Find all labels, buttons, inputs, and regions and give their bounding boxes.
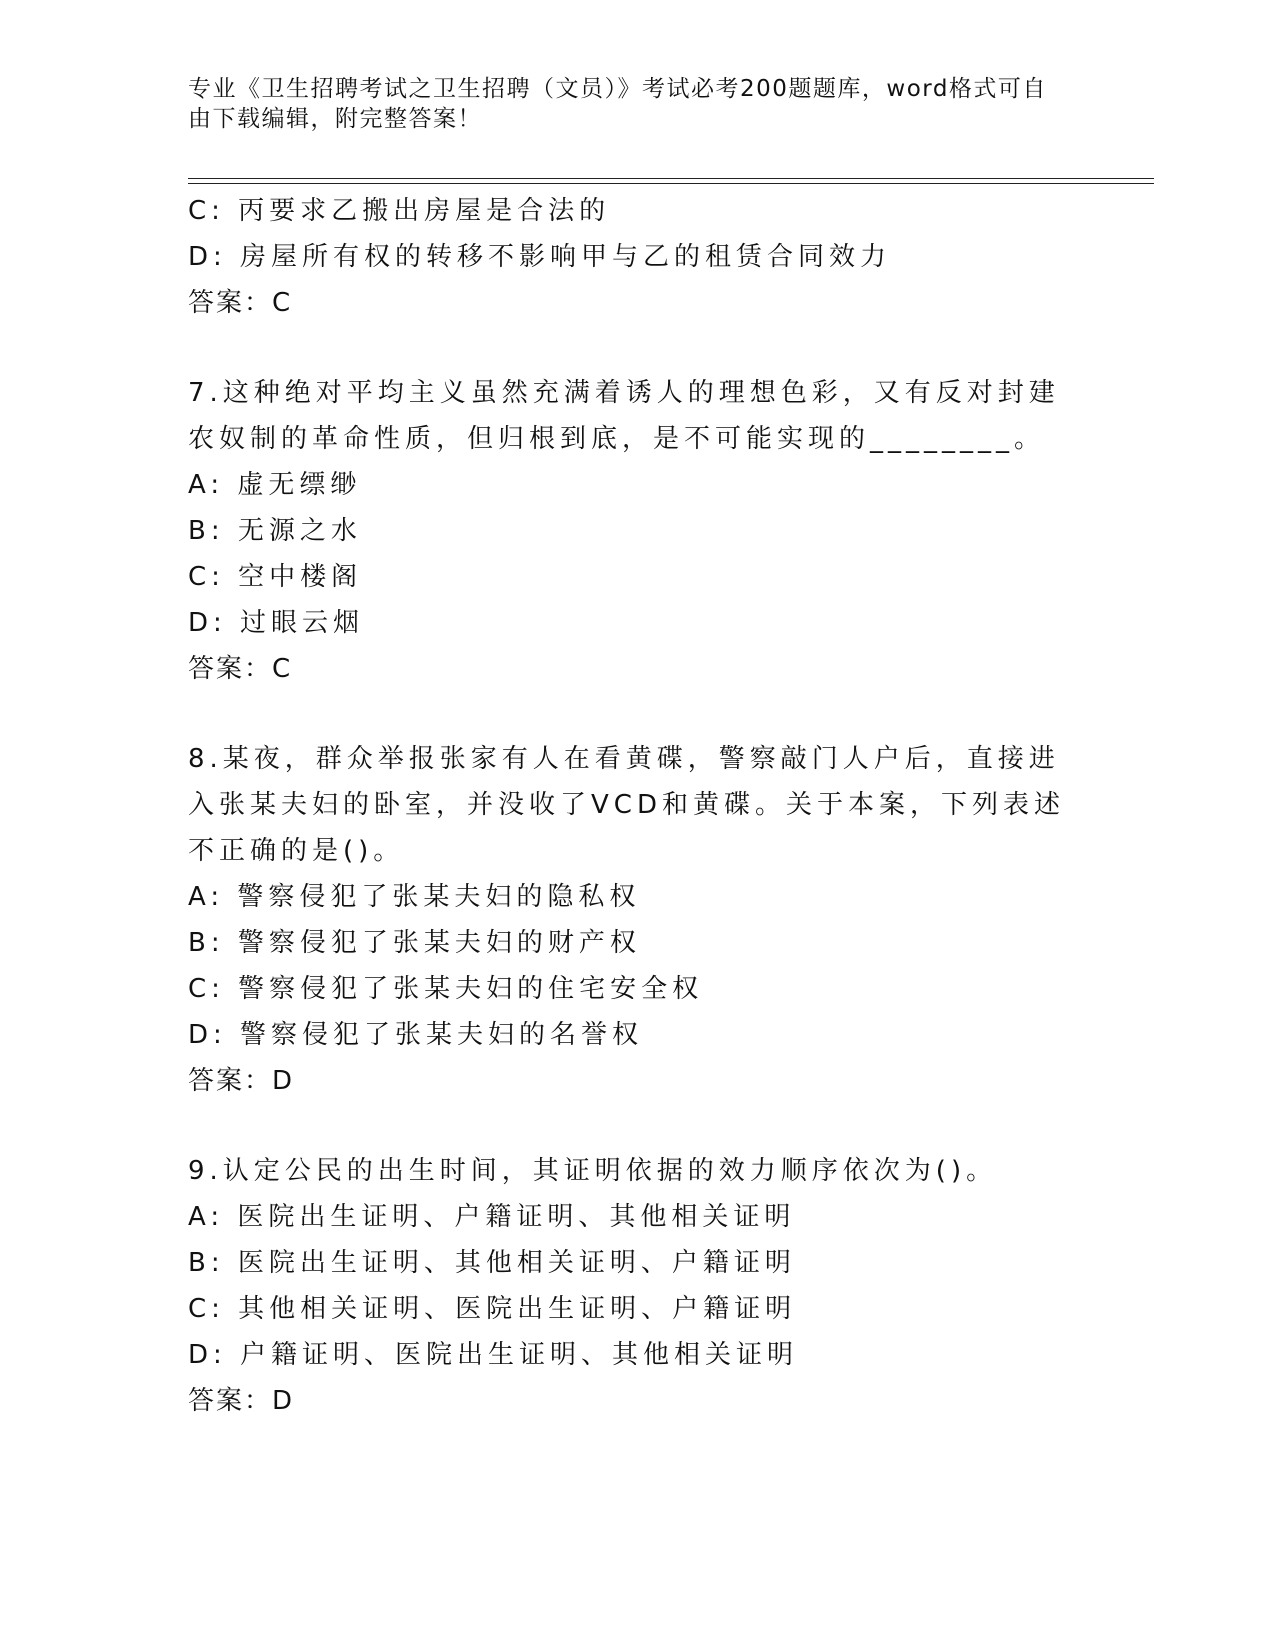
question-9 [188, 1148, 1068, 1424]
option-a: A: 警察侵犯了张某夫妇的隐私权 [188, 882, 641, 912]
answer-line: 答案：D [188, 1386, 295, 1416]
option-c: C: 警察侵犯了张某夫妇的住宅安全权 [188, 974, 704, 1004]
question-text: 9.认定公民的出生时间，其证明依据的效力顺序依次为()。 [188, 1156, 998, 1186]
question-content [188, 188, 1068, 1424]
question-text: 8.某夜，群众举报张家有人在看黄碟，警察敲门人户后，直接进入张某夫妇的卧室，并没收了VCD和黄碟。关于本案，下列表述不正确的是()。 [188, 744, 1065, 866]
answer-line: 答案：C [188, 288, 293, 318]
question-7 [188, 370, 1068, 692]
option-b: B: 警察侵犯了张某夫妇的财产权 [188, 928, 641, 958]
option-a: A: 医院出生证明、户籍证明、其他相关证明 [188, 1202, 796, 1232]
option-d: D: 警察侵犯了张某夫妇的名誉权 [188, 1020, 644, 1050]
document-header: 专业《卫生招聘考试之卫生招聘（文员）》考试必考200题题库，word格式可自由下载编辑，附完整答案！ [188, 76, 1047, 132]
header-divider-bottom [188, 183, 1154, 184]
header-divider-top [188, 178, 1154, 179]
option-c: C: 空中楼阁 [188, 562, 363, 592]
option-d: D: 房屋所有权的转移不影响甲与乙的租赁合同效力 [188, 242, 892, 272]
question-8 [188, 736, 1068, 1104]
question-text: 7.这种绝对平均主义虽然充满着诱人的理想色彩，又有反对封建农奴制的革命性质，但归根到底，是不可能实现的________。 [188, 378, 1060, 454]
option-c: C: 丙要求乙搬出房屋是合法的 [188, 196, 611, 226]
option-a: A: 虚无缥缈 [188, 470, 362, 500]
option-d: D: 过眼云烟 [188, 608, 365, 638]
option-b: B: 医院出生证明、其他相关证明、户籍证明 [188, 1248, 796, 1278]
option-b: B: 无源之水 [188, 516, 362, 546]
option-c: C: 其他相关证明、医院出生证明、户籍证明 [188, 1294, 797, 1324]
answer-line: 答案：D [188, 1066, 295, 1096]
prev-question-block [188, 188, 1068, 326]
option-d: D: 户籍证明、医院出生证明、其他相关证明 [188, 1340, 799, 1370]
answer-line: 答案：C [188, 654, 293, 684]
